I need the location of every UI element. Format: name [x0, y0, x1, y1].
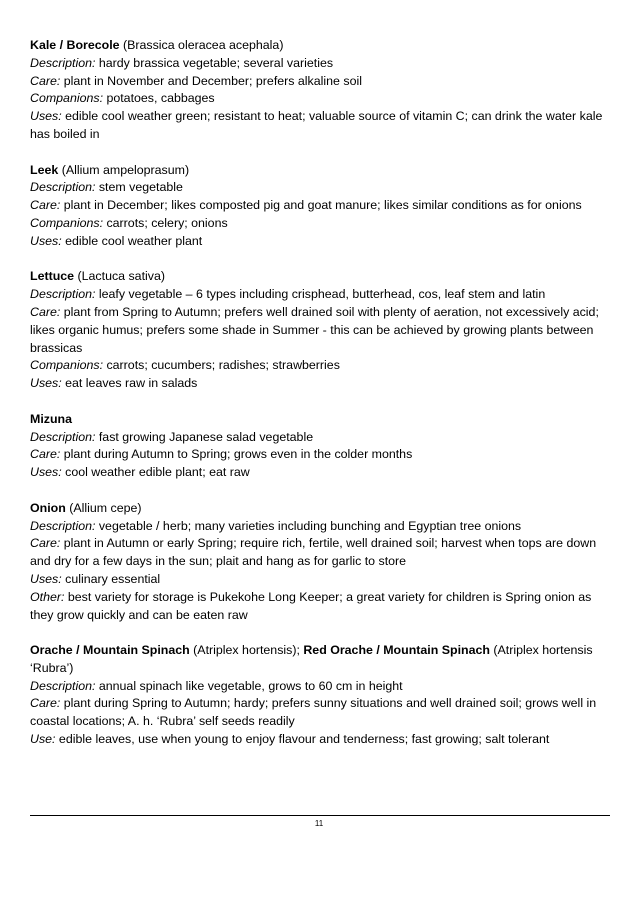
entry-field [30, 286, 614, 304]
field-text: edible leaves, use when young to enjoy flavour and tenderness; fast growing; salt tolerant [55, 732, 550, 747]
field-text: plant in December; likes composted pig and goat manure; likes similar conditions as for onions [60, 198, 582, 213]
footer-rule [30, 815, 610, 816]
field-label: Uses: [30, 465, 62, 480]
field-label: Companions: [30, 358, 104, 373]
field-label: Care: [30, 198, 61, 213]
field-text: best variety for storage is Pukekohe Long Keeper; a great variety for children is Spring onion as they grow quickly and can be eaten raw [30, 589, 592, 622]
field-label: Description: [30, 55, 96, 70]
entry-field [30, 535, 614, 571]
plant-entry [30, 37, 614, 144]
plant-name: Mizuna [30, 411, 72, 426]
plant-name: Red Orache / Mountain Spinach [303, 643, 490, 658]
entry-field [30, 464, 614, 482]
field-label: Care: [30, 73, 61, 88]
field-text: edible cool weather green; resistant to heat; valuable source of vitamin C; can drink the water kale has boiled in [30, 109, 603, 141]
entry-field [30, 357, 614, 375]
entry-field [30, 73, 614, 91]
field-text: annual spinach like vegetable, grows to 60 cm in height [95, 678, 403, 693]
field-label: Care: [30, 304, 61, 319]
plant-name: Onion [30, 500, 66, 515]
page-number: 11 [314, 819, 324, 828]
plant-entry [30, 642, 614, 749]
field-text: eat leaves raw in salads [61, 376, 198, 391]
entry-field [30, 695, 614, 731]
field-text: cool weather edible plant; eat raw [61, 465, 250, 480]
field-text: plant in November and December; prefers alkaline soil [60, 73, 362, 88]
field-text: plant from Spring to Autumn; prefers well drained soil with plenty of aeration, not excessively acid; likes organic humus; prefers some shade in Summer - this can be achieved by growing plants between brassicas [30, 304, 599, 355]
latin-name: (Allium ampeloprasum) [58, 162, 190, 177]
entry-field [30, 429, 614, 447]
latin-name: (Atriplex hortensis ‘Rubra’) [30, 643, 593, 675]
field-text: hardy brassica vegetable; several varieties [95, 55, 334, 70]
field-text: stem vegetable [95, 180, 183, 195]
entry-field [30, 90, 614, 108]
field-label: Companions: [30, 215, 104, 230]
field-text: culinary essential [61, 571, 161, 586]
field-label: Care: [30, 447, 61, 462]
entry-field [30, 731, 614, 749]
entry-field [30, 197, 614, 215]
plant-entry [30, 411, 614, 482]
field-text: potatoes, cabbages [103, 91, 215, 106]
field-label: Other: [30, 589, 65, 604]
latin-name: (Atriplex hortensis); [189, 643, 304, 658]
field-label: Description: [30, 678, 96, 693]
field-label: Use: [30, 732, 56, 747]
entry-field [30, 446, 614, 464]
field-text: plant in Autumn or early Spring; require rich, fertile, well drained soil; harvest when tops are down and dry for a few days in the sun; plait and hang as for garlic to store [30, 536, 597, 569]
field-text: edible cool weather plant [61, 233, 203, 248]
entry-field [30, 678, 614, 696]
entry-field [30, 233, 614, 251]
entry-title [30, 642, 614, 678]
entry-field [30, 108, 614, 144]
plant-name: Orache / Mountain Spinach [30, 643, 190, 658]
entry-title [30, 411, 614, 429]
field-label: Description: [30, 429, 96, 444]
field-label: Description: [30, 180, 96, 195]
plant-entry [30, 162, 614, 251]
entry-field [30, 375, 614, 393]
entry-field [30, 518, 614, 536]
plant-name: Leek [30, 162, 59, 177]
field-label: Description: [30, 287, 96, 302]
field-label: Uses: [30, 376, 62, 391]
entry-field [30, 304, 614, 357]
entry-title [30, 37, 614, 55]
field-label: Uses: [30, 233, 62, 248]
plant-entry [30, 500, 614, 625]
plant-name: Kale / Borecole [30, 38, 120, 52]
entry-field [30, 589, 614, 625]
field-label: Companions: [30, 91, 104, 106]
entry-field [30, 215, 614, 233]
field-text: plant during Autumn to Spring; grows even in the colder months [60, 447, 413, 462]
field-text: carrots; celery; onions [103, 215, 228, 230]
field-label: Care: [30, 696, 61, 711]
field-text: carrots; cucumbers; radishes; strawberries [103, 358, 340, 373]
field-label: Uses: [30, 109, 62, 124]
field-label: Uses: [30, 571, 62, 586]
field-text: plant during Spring to Autumn; hardy; prefers sunny situations and well drained soil; grows well in coastal locations; A. h. ‘Rubra’ self seeds readily [30, 696, 597, 729]
entry-title [30, 162, 614, 180]
field-label: Care: [30, 536, 61, 551]
entry-title [30, 268, 614, 286]
latin-name: (Lactuca sativa) [74, 269, 165, 284]
entry-field [30, 179, 614, 197]
plant-entry [30, 268, 614, 393]
field-text: vegetable / herb; many varieties including bunching and Egyptian tree onions [95, 518, 522, 533]
latin-name: (Brassica oleracea acephala) [119, 38, 284, 52]
latin-name: (Allium cepe) [65, 500, 142, 515]
field-text: fast growing Japanese salad vegetable [95, 429, 314, 444]
entry-field [30, 55, 614, 73]
entry-title [30, 500, 614, 518]
document-page [30, 37, 614, 767]
entry-field [30, 571, 614, 589]
plant-name: Lettuce [30, 269, 75, 284]
field-text: leafy vegetable – 6 types including crisphead, butterhead, cos, leaf stem and latin [95, 287, 546, 302]
field-label: Description: [30, 518, 96, 533]
